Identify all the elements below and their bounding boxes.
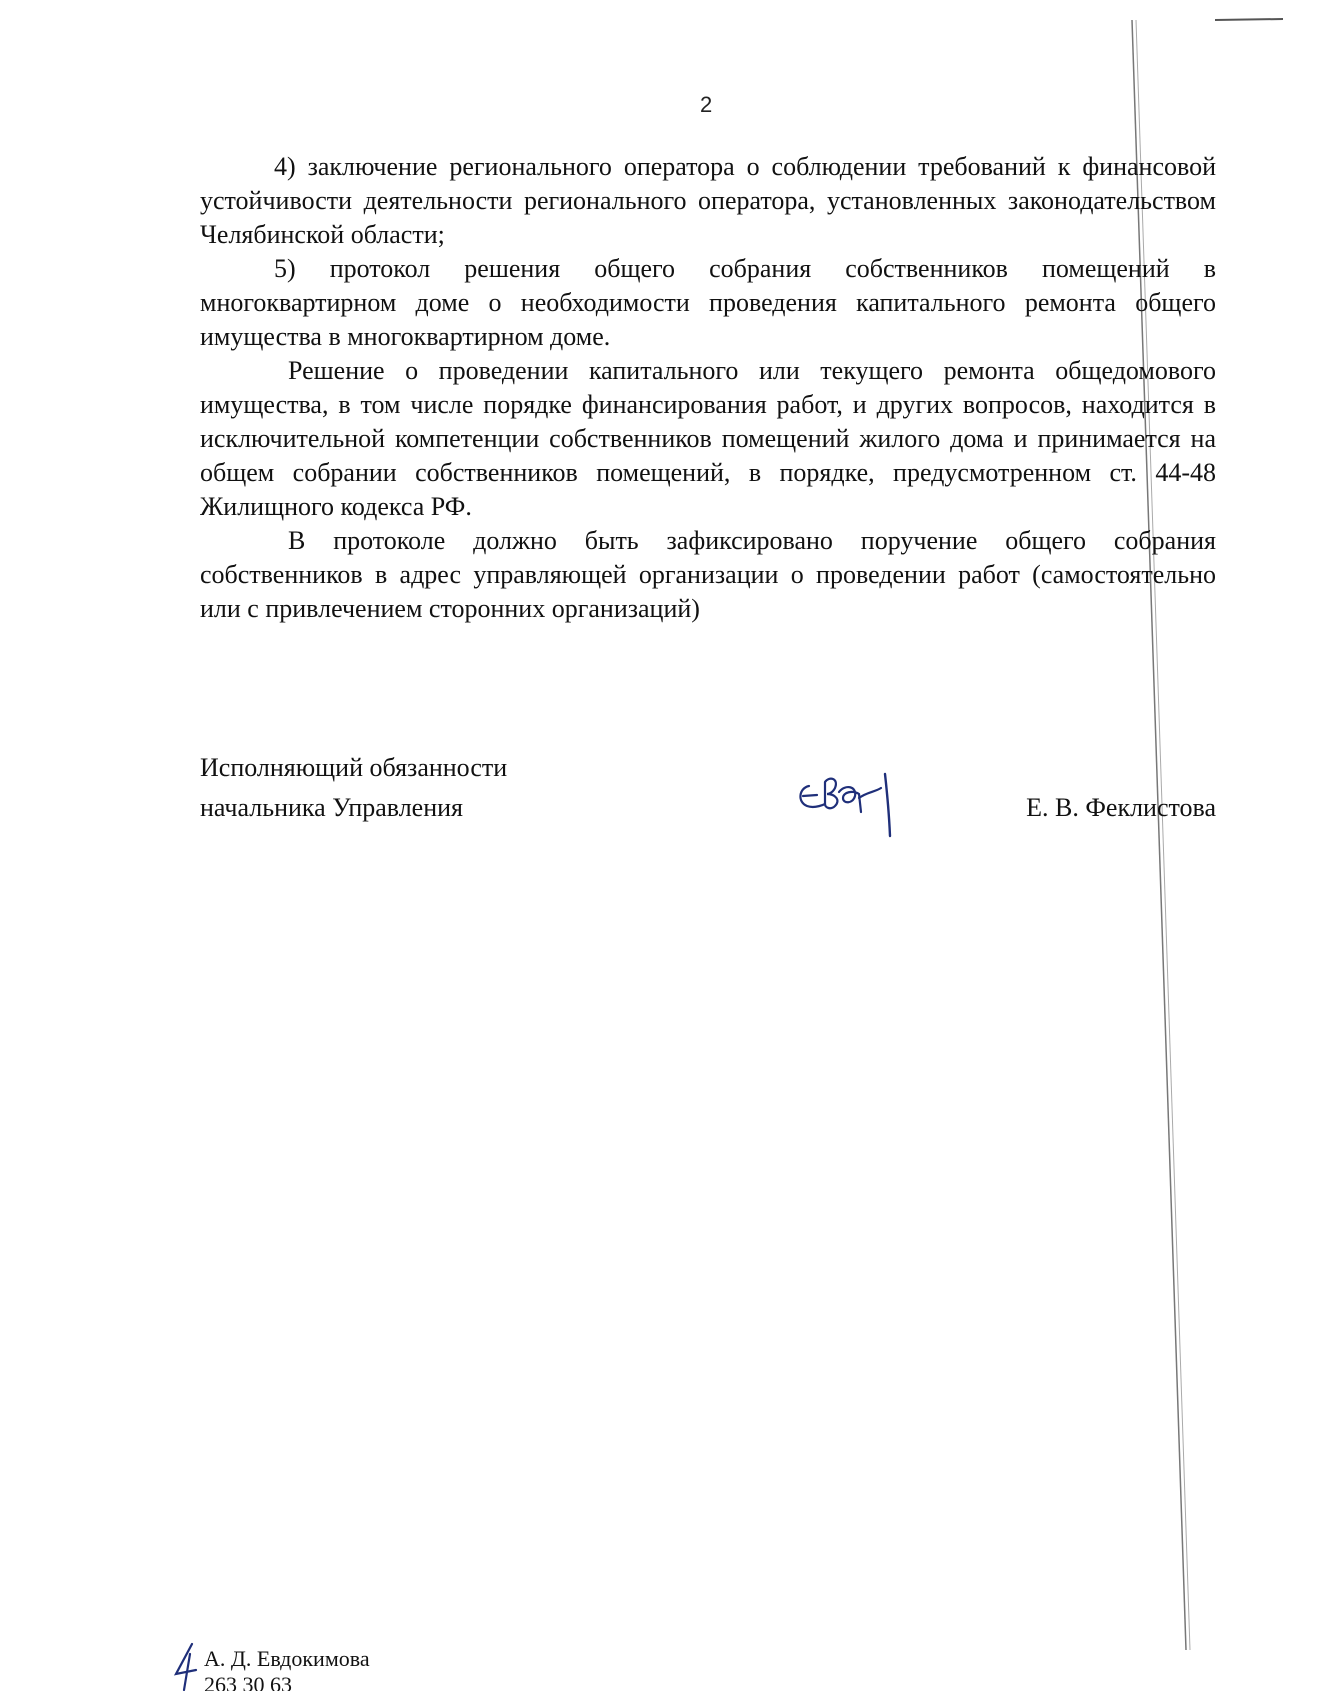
executor-name: А. Д. Евдокимова — [204, 1646, 370, 1671]
scan-artifact-top — [1215, 16, 1285, 24]
signatory-title — [200, 748, 507, 828]
paragraph-item-5: 5) протокол решения общего собрания собственников помещений в многоквартирном доме о необходимости проведения капитального ремонта общего имущества в многоквартирном доме. — [200, 254, 1216, 351]
signature-block — [200, 748, 1216, 858]
signatory-title-line1: Исполняющий обязанности — [200, 753, 508, 782]
executor-initial-mark — [170, 1640, 202, 1691]
executor-block — [170, 1640, 500, 1691]
paragraph-item-4: 4) заключение регионального оператора о соблюдении требований к финансовой устойчивости деятельности регионального оператора, установленных законодательством Челябинской области; — [200, 152, 1216, 249]
handwritten-signature — [795, 768, 905, 838]
document-body — [200, 150, 1216, 626]
page-number: 2 — [700, 92, 713, 117]
paragraph-protocol: В протоколе должно быть зафиксировано поручение общего собрания собственников в адрес управляющей организации о проведении работ (самостоятельно или с привлечением сторонних организаций) — [200, 526, 1216, 623]
signatory-title-line2: начальника Управления — [200, 793, 464, 822]
executor-phone: 263 30 63 — [204, 1672, 292, 1691]
paragraph-decision: Решение о проведении капитального или текущего ремонта общедомового имущества, в том числе порядке финансирования работ, и других вопросов, находится в исключительной компетенции собственников помещений жилого дома и принимается на общем собрании собственников помещений, в порядке, предусмотренном ст. 44-48 Жилищного кодекса РФ. — [200, 356, 1216, 521]
signatory-name: Е. В. Феклистова — [1026, 793, 1216, 822]
